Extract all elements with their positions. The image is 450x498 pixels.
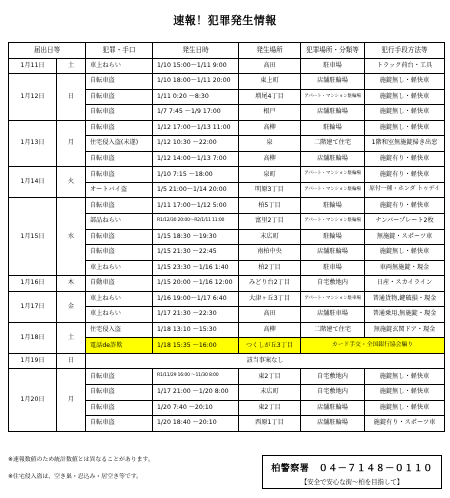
location: 根戸 — [239, 105, 301, 121]
table-row — [9, 74, 445, 90]
place-category: 駐輪場 — [301, 198, 365, 214]
crime-type: 車上ねらい — [86, 307, 153, 323]
method: 施錠無し・軽快車 — [365, 74, 445, 90]
crime-type: 車上ねらい — [86, 58, 153, 74]
location: 末広町 — [239, 385, 301, 401]
place-category: 駐輪場 — [301, 229, 365, 245]
table-row — [9, 291, 445, 307]
location: 西原1丁目 — [239, 416, 301, 432]
method: カード手交・全国銀行協会騙り — [301, 338, 445, 354]
method: 施錠無し・軽快車 — [365, 89, 445, 105]
table-row — [9, 369, 445, 385]
occurred-time: 1/5 21:00～1/14 20:00 — [153, 182, 239, 198]
place-category: 二階建て住宅 — [301, 136, 365, 152]
report-date: 1月11日 — [9, 58, 57, 74]
report-date: 1月20日 — [9, 369, 57, 431]
crime-type: 住宅侵入盗 — [86, 322, 153, 338]
slogan: 【安全で安心な街～柏を目指して】 — [300, 478, 404, 486]
occurred-time: 1/15 23:30 ～1/16 1:40 — [153, 260, 239, 276]
location: 高田 — [239, 307, 301, 323]
crime-type: 自転車盗 — [86, 400, 153, 416]
occurred-time: 1/17 21:00 ～1/20 8:00 — [153, 385, 239, 401]
crime-type: 自転車盗 — [86, 105, 153, 121]
place-category: 二階建て住宅 — [301, 322, 365, 338]
crime-type: 自転車盗 — [86, 416, 153, 432]
day-of-week: 日 — [57, 353, 86, 369]
place-category: 店舗駐輪場 — [301, 105, 365, 121]
occurred-time: 1/10 7:15 ～18:00 — [153, 167, 239, 183]
column-header: 発生場所 — [239, 43, 301, 59]
occurred-time: 1/11 0:20 ～8:30 — [153, 89, 239, 105]
note-stats: ※速報数値のため統計数値とは異なることがあります。 — [8, 457, 154, 463]
occurred-time: 1/17 21:30 ～22:30 — [153, 307, 239, 323]
place-category: 店舗駐輪場 — [301, 151, 365, 167]
note-burglary: ※住宅侵入盗は、空き巣・忍込み・居空き等です。 — [8, 474, 143, 480]
page-title: 速報！犯罪発生情報 — [173, 14, 277, 27]
crime-type: 自転車盗 — [86, 89, 153, 105]
method: 無施錠玄関ドア・現金 — [365, 322, 445, 338]
report-date: 1月17日 — [9, 291, 57, 322]
no-incident-note: 該当事案なし — [86, 353, 445, 369]
location: 末広町 — [239, 229, 301, 245]
crime-type: 自転車盗 — [86, 245, 153, 261]
place-category: アパート・マンション駐車場 — [301, 291, 365, 307]
method: 施錠有り・軽快車 — [365, 167, 445, 183]
location: 南柏中央 — [239, 245, 301, 261]
location: みどり台2丁目 — [239, 276, 301, 292]
table-row — [9, 353, 445, 369]
crime-type: 自転車盗 — [86, 229, 153, 245]
location: 高柳 — [239, 322, 301, 338]
column-header: 犯罪・手口 — [86, 43, 153, 59]
place-category: 駐輪場 — [301, 120, 365, 136]
occurred-time: 1/18 15:35 ～16:00 — [153, 338, 239, 354]
method: 施錠有り・軽快車 — [365, 198, 445, 214]
place-category: 駐車場 — [301, 260, 365, 276]
place-category: 自宅敷地内 — [301, 276, 365, 292]
method: 普通乗用,無施錠・現金 — [365, 307, 445, 323]
day-of-week: 土 — [57, 322, 86, 353]
method: トラック荷台・工具 — [365, 58, 445, 74]
table-row — [9, 276, 445, 292]
crime-type: 車上ねらい — [86, 260, 153, 276]
occurred-time: 1/7 7:45 ～1/9 17:00 — [153, 105, 239, 121]
location: 大津ヶ丘3丁目 — [239, 291, 301, 307]
location: 柏5丁目 — [239, 198, 301, 214]
occurred-time: 1/20 7:40 ～20:10 — [153, 400, 239, 416]
occurred-time: 1/16 19:00～1/17 6:40 — [153, 291, 239, 307]
occurred-time: 1/18 13:10 ～15:30 — [153, 322, 239, 338]
header-row — [9, 43, 445, 59]
day-of-week: 月 — [57, 120, 86, 167]
occurred-time: 1/11 17:00～1/12 5:00 — [153, 198, 239, 214]
place-category: アパート・マンション駐輪場 — [301, 167, 365, 183]
place-category: アパート・マンション駐輪場 — [301, 182, 365, 198]
crime-type: 自転車盗 — [86, 198, 153, 214]
place-category: 店舗駐輪場 — [301, 74, 365, 90]
place-category: 自宅敷地内 — [301, 369, 365, 385]
column-header: 届出日等 — [9, 43, 86, 59]
day-of-week: 金 — [57, 291, 86, 322]
location: 高柳 — [239, 120, 301, 136]
crime-type: 自動車盗 — [86, 276, 153, 292]
method: 施錠無し・軽快車 — [365, 369, 445, 385]
police-phone: 柏警察署 ０４－７１４８－０１１０ — [271, 464, 433, 474]
location: 柏2丁目 — [239, 260, 301, 276]
occurred-time: 1/12 10:30 ～22:00 — [153, 136, 239, 152]
occurred-time: 1/12 14:00～1/13 7:00 — [153, 151, 239, 167]
place-category: アパート・マンション駐輪場 — [301, 214, 365, 230]
table-row — [9, 198, 445, 214]
report-date: 1月15日 — [9, 198, 57, 276]
occurred-time: 1/20 18:40 ～20:10 — [153, 416, 239, 432]
method: 施錠無し・軽快車 — [365, 105, 445, 121]
method: 日産・スカイライン — [365, 276, 445, 292]
location: 泉町 — [239, 167, 301, 183]
table-row — [9, 58, 445, 74]
report-date: 1月18日 — [9, 322, 57, 353]
place-category: 店舗駐車場 — [301, 307, 365, 323]
crime-type: 住宅侵入盗(未遂) — [86, 136, 153, 152]
location: 増尾4丁目 — [239, 89, 301, 105]
report-date: 1月13日 — [9, 120, 57, 167]
report-date: 1月12日 — [9, 74, 57, 121]
occurred-time: 1/15 20:00 ～1/16 12:00 — [153, 276, 239, 292]
method: ナンバープレート2枚 — [365, 214, 445, 230]
crime-type: 部品ねらい — [86, 214, 153, 230]
location: 富里2丁目 — [239, 214, 301, 230]
location: 高柳 — [239, 151, 301, 167]
column-header: 犯行手段方法等 — [365, 43, 445, 59]
table-row — [9, 120, 445, 136]
place-category: 駐車場 — [301, 58, 365, 74]
occurred-time: 1/10 15:00～1/11 9:00 — [153, 58, 239, 74]
location: つくしが丘3丁目 — [239, 338, 301, 354]
report-date: 1月19日 — [9, 353, 57, 369]
column-header: 犯罪場所・分類等 — [301, 43, 365, 59]
method: 1階和室無施錠掃き出窓 — [365, 136, 445, 152]
place-category: 自宅敷地内 — [301, 385, 365, 401]
method: 原付一種・ホンダ トゥデイ — [365, 182, 445, 198]
location: 泉 — [239, 136, 301, 152]
method: 施錠無し・軽快車 — [365, 245, 445, 261]
crime-type: オートバイ盗 — [86, 182, 153, 198]
method: 無施錠・スポーツ車 — [365, 229, 445, 245]
crime-type: 車上ねらい — [86, 291, 153, 307]
place-category: アパート・マンション駐輪場 — [301, 89, 365, 105]
crime-type: 電話de詐欺 — [86, 338, 153, 354]
place-category: 店舗駐輪場 — [301, 400, 365, 416]
method: 施錠有り・スポーツ車 — [365, 416, 445, 432]
occurred-time: 1/15 21:30 ～22:45 — [153, 245, 239, 261]
crime-type: 自転車盗 — [86, 120, 153, 136]
method: 車両無施錠・現金 — [365, 260, 445, 276]
crime-type: 自転車盗 — [86, 369, 153, 385]
table-row — [9, 322, 445, 338]
crime-type: 自転車盗 — [86, 385, 153, 401]
occurred-time: R1/11/29 16:00 ～11/30 8:00 — [153, 369, 239, 385]
day-of-week: 土 — [57, 58, 86, 74]
location: 東2丁目 — [239, 369, 301, 385]
location: 東上町 — [239, 74, 301, 90]
report-date: 1月16日 — [9, 276, 57, 292]
day-of-week: 水 — [57, 198, 86, 276]
day-of-week: 木 — [57, 276, 86, 292]
place-category: 店舗駐輪場 — [301, 416, 365, 432]
day-of-week: 火 — [57, 167, 86, 198]
method: 普通貨物,鍵破損・現金 — [365, 291, 445, 307]
crime-type: 自転車盗 — [86, 74, 153, 90]
table-row — [9, 167, 445, 183]
occurred-time: R1/12/30 20:00～R2/1/11 11:00 — [153, 214, 239, 230]
column-header: 発生日時 — [153, 43, 239, 59]
method: 施錠無し・軽快車 — [365, 385, 445, 401]
occurred-time: 1/15 18:30 ～19:30 — [153, 229, 239, 245]
day-of-week: 日 — [57, 74, 86, 121]
method: 施錠有り・軽快車 — [365, 151, 445, 167]
crime-type: 自転車盗 — [86, 167, 153, 183]
location: 東2丁目 — [239, 400, 301, 416]
location: 明原3丁目 — [239, 182, 301, 198]
table-body — [9, 58, 445, 431]
report-date: 1月14日 — [9, 167, 57, 198]
method: 施錠無し・軽快車 — [365, 400, 445, 416]
crime-type: 自転車盗 — [86, 151, 153, 167]
method: 施錠無し・軽快車 — [365, 120, 445, 136]
contact-box — [262, 455, 442, 489]
place-category: 店舗駐輪場 — [301, 245, 365, 261]
occurred-time: 1/10 18:00～1/11 20:00 — [153, 74, 239, 90]
day-of-week: 月 — [57, 369, 86, 431]
location: 高田 — [239, 58, 301, 74]
occurred-time: 1/12 17:00～1/13 11:00 — [153, 120, 239, 136]
crime-table — [8, 42, 445, 432]
